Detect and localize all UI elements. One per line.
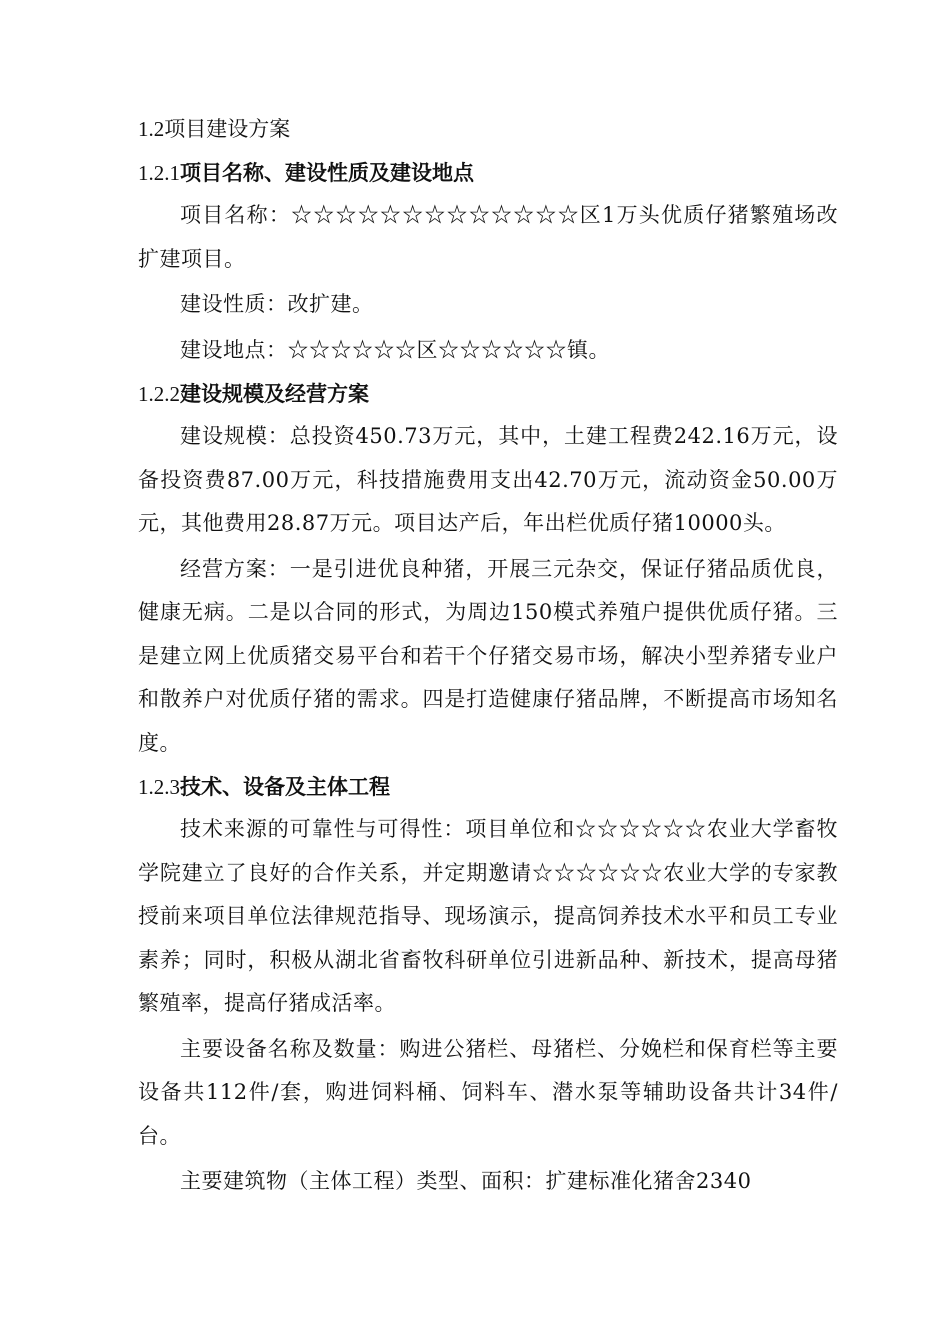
section-number: 1.2 — [138, 117, 165, 141]
paragraph-project-name: 项目名称：☆☆☆☆☆☆☆☆☆☆☆☆☆区1万头优质仔猪繁殖场改扩建项目。 — [138, 203, 838, 271]
paragraph-main-buildings: 主要建筑物（主体工程）类型、面积：扩建标准化猪舍2340 — [180, 1169, 752, 1193]
subsection-title: 建设规模及经营方案 — [180, 381, 369, 406]
subsection-title: 技术、设备及主体工程 — [180, 774, 390, 799]
subsection-number: 1.2.1 — [138, 161, 180, 185]
paragraph-main-equipment: 主要设备名称及数量：购进公猪栏、母猪栏、分娩栏和保育栏等主要设备共112件/套，购进饲料桶、饲料车、潜水泵等辅助设备共计34件/台。 — [138, 1036, 838, 1148]
section-heading — [138, 108, 838, 151]
section-title: 项目建设方案 — [164, 117, 291, 141]
paragraph-construction-nature: 建设性质：改扩建。 — [180, 292, 374, 316]
paragraph-construction-location: 建设地点：☆☆☆☆☆☆区☆☆☆☆☆☆镇。 — [180, 337, 610, 362]
subsection-heading-1-2-3 — [138, 765, 838, 808]
subsection-number: 1.2.3 — [138, 775, 180, 799]
subsection-heading-1-2-1 — [138, 151, 838, 194]
subsection-number: 1.2.2 — [138, 382, 180, 406]
document-page — [138, 108, 838, 1204]
paragraph-operation-plan: 经营方案：一是引进优良种猪，开展三元杂交，保证仔猪品质优良，健康无病。二是以合同的形式，为周边150模式养殖户提供优质仔猪。三是建立网上优质猪交易平台和若干个仔猪交易市场，解决小型养猪专业户和散养户对优质仔猪的需求。四是打造健康仔猪品牌，不断提高市场知名度。 — [138, 556, 838, 755]
paragraph-construction-scale: 建设规模：总投资450.73万元，其中，土建工程费242.16万元，设备投资费87.00万元，科技措施费用支出42.70万元，流动资金50.00万元，其他费用28.87万元。项目达产后，年出栏优质仔猪10000头。 — [138, 424, 838, 535]
paragraph-technology-source: 技术来源的可靠性与可得性：项目单位和☆☆☆☆☆☆农业大学畜牧学院建立了良好的合作关系，并定期邀请☆☆☆☆☆☆农业大学的专家教授前来项目单位法律规范指导、现场演示，提高饲养技术水平和员工专业素养；同时，积极从湖北省畜牧科研单位引进新品种、新技术，提高母猪繁殖率，提高仔猪成活率。 — [138, 817, 838, 1015]
subsection-heading-1-2-2 — [138, 372, 838, 415]
subsection-title: 项目名称、建设性质及建设地点 — [180, 160, 474, 185]
